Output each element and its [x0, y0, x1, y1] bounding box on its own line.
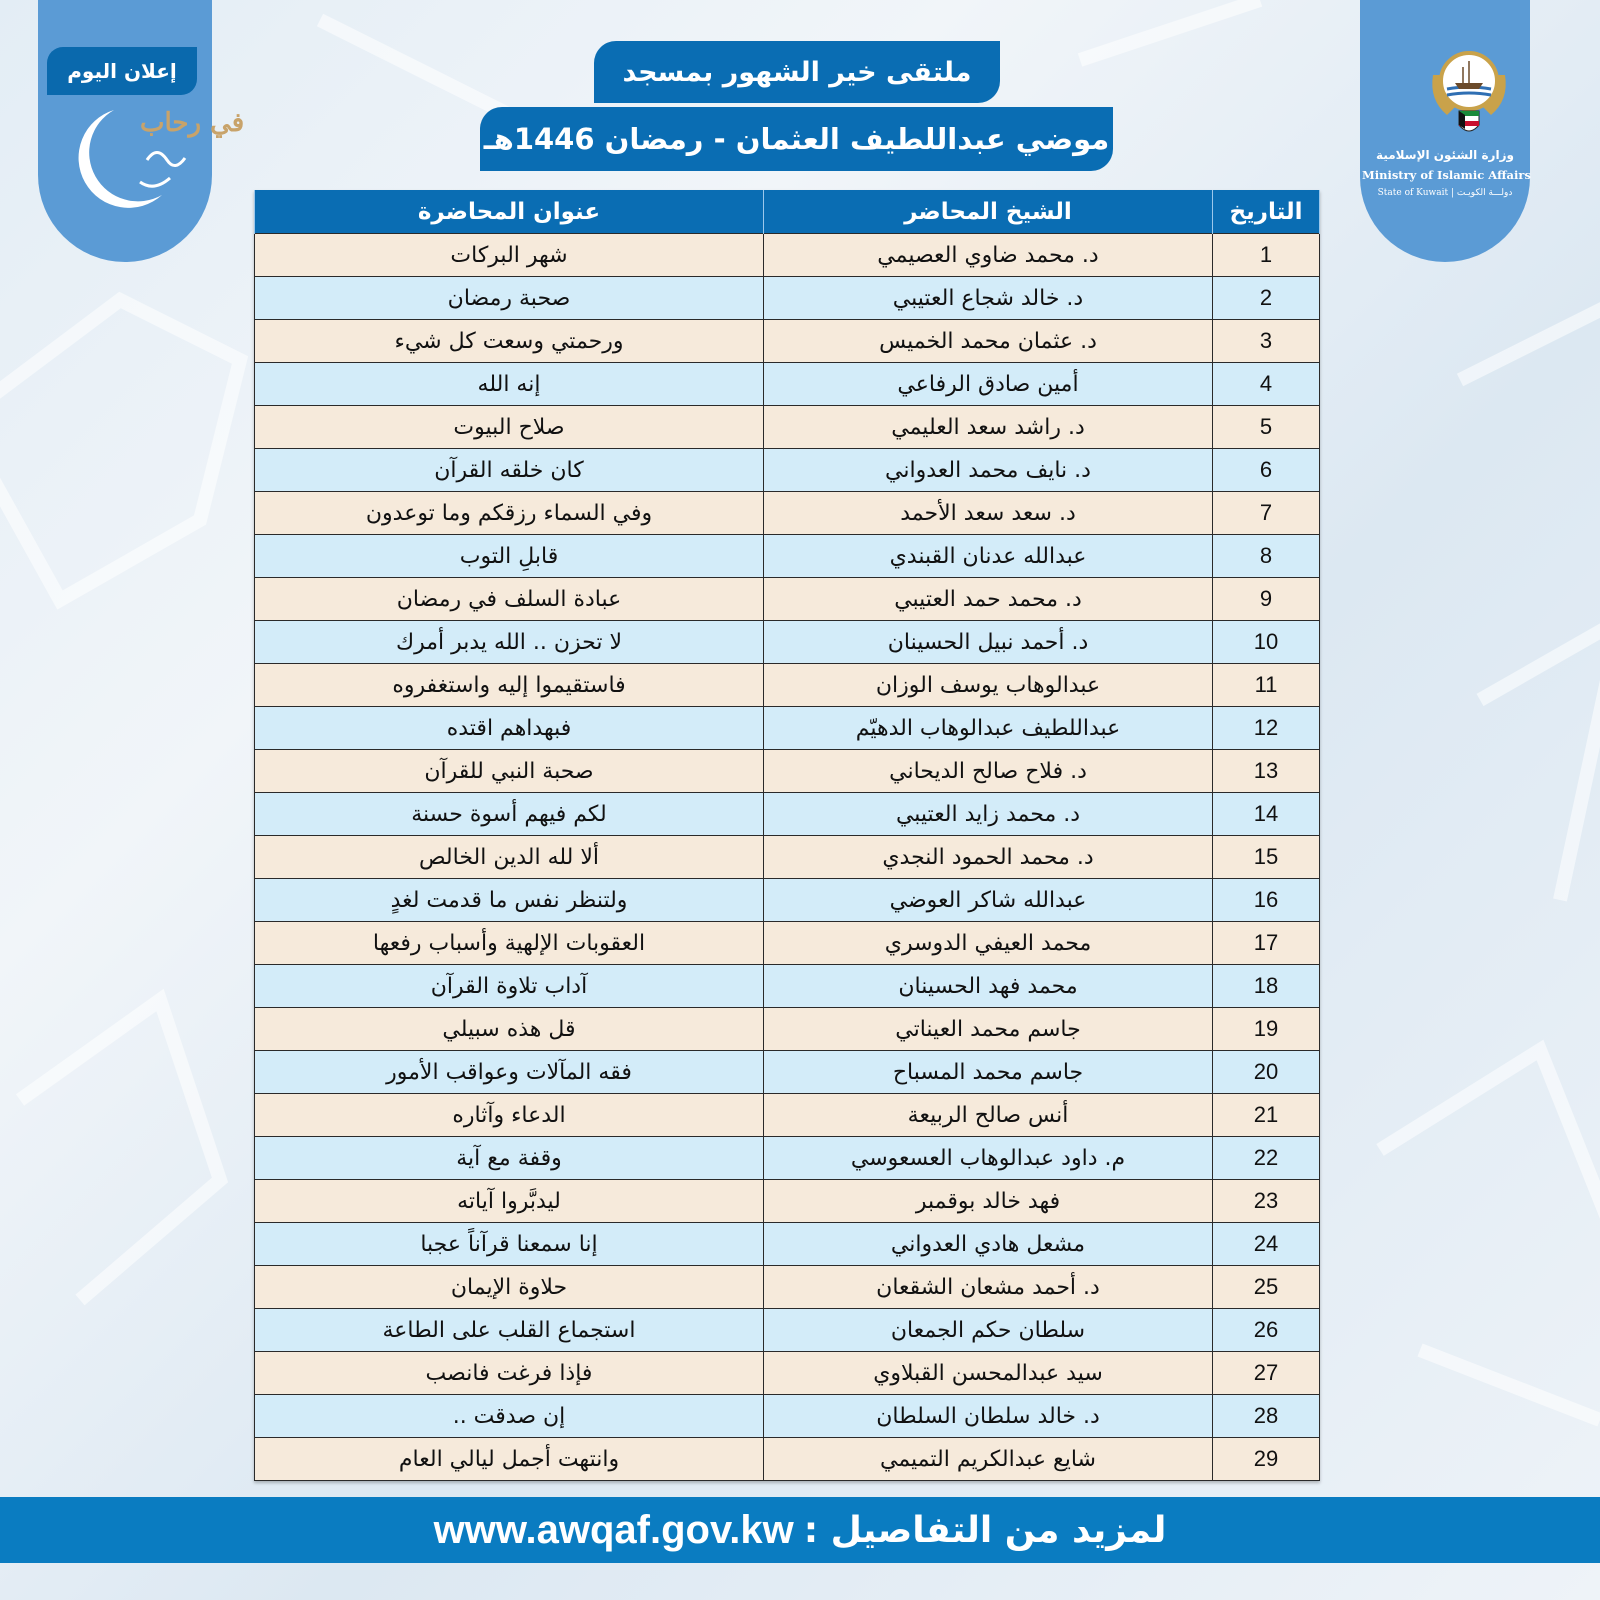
sheikh-cell: د. محمد ضاوي العصيمي: [764, 234, 1213, 277]
date-cell: 8: [1213, 535, 1320, 578]
sheikh-cell: فهد خالد بوقمبر: [764, 1180, 1213, 1223]
lecture-title-cell: الدعاء وآثاره: [255, 1094, 764, 1137]
lecture-title-cell: لا تحزن .. الله يدبر أمرك: [255, 621, 764, 664]
date-cell: 29: [1213, 1438, 1320, 1481]
ministry-name-arabic: وزارة الشئون الإسلامية: [1376, 148, 1514, 162]
table-row: [255, 1309, 1320, 1352]
sheikh-cell: عبدالله شاكر العوضي: [764, 879, 1213, 922]
lecture-title-cell: صحبة النبي للقرآن: [255, 750, 764, 793]
today-announcement-badge: إعلان اليوم: [47, 47, 197, 95]
state-of-kuwait-label: State of Kuwait | دولـــة الكويـت: [1377, 188, 1513, 198]
lecture-title-cell: استجماع القلب على الطاعة: [255, 1309, 764, 1352]
sheikh-cell: مشعل هادي العدواني: [764, 1223, 1213, 1266]
lecture-title-cell: كان خلقه القرآن: [255, 449, 764, 492]
table-row: [255, 664, 1320, 707]
sheikh-cell: د. عثمان محمد الخميس: [764, 320, 1213, 363]
footer-banner: [0, 1497, 1600, 1563]
lecture-title-cell: لكم فيهم أسوة حسنة: [255, 793, 764, 836]
sheikh-cell: أمين صادق الرفاعي: [764, 363, 1213, 406]
table-row: [255, 793, 1320, 836]
table-row: [255, 535, 1320, 578]
date-cell: 18: [1213, 965, 1320, 1008]
sheikh-cell: عبدالوهاب يوسف الوزان: [764, 664, 1213, 707]
ramadan-logo-text: في رحاب: [140, 108, 245, 138]
date-cell: 16: [1213, 879, 1320, 922]
lecture-title-cell: فاستقيموا إليه واستغفروه: [255, 664, 764, 707]
sheikh-cell: د. نايف محمد العدواني: [764, 449, 1213, 492]
table-row: [255, 320, 1320, 363]
table-row: [255, 1352, 1320, 1395]
table-row: [255, 406, 1320, 449]
lecture-title-cell: حلاوة الإيمان: [255, 1266, 764, 1309]
sheikh-cell: د. محمد حمد العتيبي: [764, 578, 1213, 621]
lecture-title-cell: إن صدقت ..: [255, 1395, 764, 1438]
date-cell: 28: [1213, 1395, 1320, 1438]
table-row: [255, 1008, 1320, 1051]
lecture-title-cell: وقفة مع آية: [255, 1137, 764, 1180]
date-cell: 25: [1213, 1266, 1320, 1309]
sheikh-cell: د. محمد الحمود النجدي: [764, 836, 1213, 879]
table-row: [255, 1094, 1320, 1137]
sheikh-cell: د. أحمد مشعان الشقعان: [764, 1266, 1213, 1309]
lecture-title-cell: آداب تلاوة القرآن: [255, 965, 764, 1008]
table-row: [255, 1395, 1320, 1438]
sheikh-cell: د. أحمد نبيل الحسينان: [764, 621, 1213, 664]
table-row: [255, 1438, 1320, 1481]
lecture-title-cell: وانتهت أجمل ليالي العام: [255, 1438, 764, 1481]
table-row: [255, 621, 1320, 664]
date-cell: 1: [1213, 234, 1320, 277]
table-row: [255, 1051, 1320, 1094]
table-row: [255, 1266, 1320, 1309]
lecture-title-cell: إنه الله: [255, 363, 764, 406]
column-header-sheikh: الشيخ المحاضر: [764, 190, 1213, 234]
table-row: [255, 879, 1320, 922]
table-row: [255, 750, 1320, 793]
lecture-title-cell: فإذا فرغت فانصب: [255, 1352, 764, 1395]
sheikh-cell: عبدالله عدنان القبندي: [764, 535, 1213, 578]
sheikh-cell: عبداللطيف عبدالوهاب الدهيّم: [764, 707, 1213, 750]
column-header-date: التاريخ: [1213, 190, 1320, 234]
lecture-title-cell: ألا لله الدين الخالص: [255, 836, 764, 879]
lecture-title-cell: عبادة السلف في رمضان: [255, 578, 764, 621]
date-cell: 12: [1213, 707, 1320, 750]
table-row: [255, 922, 1320, 965]
table-row: [255, 707, 1320, 750]
date-cell: 15: [1213, 836, 1320, 879]
sheikh-cell: سيد عبدالمحسن القبلاوي: [764, 1352, 1213, 1395]
date-cell: 3: [1213, 320, 1320, 363]
lecture-title-cell: فبهداهم اقتده: [255, 707, 764, 750]
table-row: [255, 492, 1320, 535]
lecture-title-cell: فقه المآلات وعواقب الأمور: [255, 1051, 764, 1094]
lecture-title-cell: وفي السماء رزقكم وما توعدون: [255, 492, 764, 535]
lecture-title-cell: شهر البركات: [255, 234, 764, 277]
date-cell: 7: [1213, 492, 1320, 535]
date-cell: 21: [1213, 1094, 1320, 1137]
lecture-schedule-table: [254, 190, 1320, 1481]
table-row: [255, 578, 1320, 621]
lecture-title-cell: ليدبَّروا آياته: [255, 1180, 764, 1223]
lecture-title-cell: قل هذه سبيلي: [255, 1008, 764, 1051]
sheikh-cell: م. داود عبدالوهاب العسعوسي: [764, 1137, 1213, 1180]
sheikh-cell: د. خالد شجاع العتيبي: [764, 277, 1213, 320]
date-cell: 11: [1213, 664, 1320, 707]
table-row: [255, 449, 1320, 492]
page-title-line1: ملتقى خير الشهور بمسجد: [594, 41, 1000, 103]
date-cell: 23: [1213, 1180, 1320, 1223]
table-row: [255, 1180, 1320, 1223]
table-row: [255, 1223, 1320, 1266]
sheikh-cell: جاسم محمد المسباح: [764, 1051, 1213, 1094]
sheikh-cell: د. فلاح صالح الديحاني: [764, 750, 1213, 793]
table-row: [255, 277, 1320, 320]
date-cell: 20: [1213, 1051, 1320, 1094]
date-cell: 10: [1213, 621, 1320, 664]
ministry-name-english: Ministry of Islamic Affairs: [1362, 168, 1531, 182]
column-header-title: عنوان المحاضرة: [255, 190, 764, 234]
table-row: [255, 363, 1320, 406]
sheikh-cell: أنس صالح الربيعة: [764, 1094, 1213, 1137]
date-cell: 4: [1213, 363, 1320, 406]
sheikh-cell: د. محمد زايد العتيبي: [764, 793, 1213, 836]
date-cell: 22: [1213, 1137, 1320, 1180]
date-cell: 6: [1213, 449, 1320, 492]
lecture-title-cell: قابلِ التوب: [255, 535, 764, 578]
sheikh-cell: محمد العيفي الدوسري: [764, 922, 1213, 965]
date-cell: 5: [1213, 406, 1320, 449]
website-link[interactable]: www.awqaf.gov.kw: [433, 1507, 794, 1552]
sheikh-cell: د. سعد سعد الأحمد: [764, 492, 1213, 535]
lecture-title-cell: صلاح البيوت: [255, 406, 764, 449]
sheikh-cell: محمد فهد الحسينان: [764, 965, 1213, 1008]
lecture-title-cell: صحبة رمضان: [255, 277, 764, 320]
date-cell: 19: [1213, 1008, 1320, 1051]
sheikh-cell: جاسم محمد العيناتي: [764, 1008, 1213, 1051]
date-cell: 13: [1213, 750, 1320, 793]
date-cell: 9: [1213, 578, 1320, 621]
date-cell: 17: [1213, 922, 1320, 965]
sheikh-cell: سلطان حكم الجمعان: [764, 1309, 1213, 1352]
table-row: [255, 965, 1320, 1008]
page-title-line2: موضي عبداللطيف العثمان - رمضان 1446هـ: [480, 107, 1113, 171]
lecture-title-cell: ورحمتي وسعت كل شيء: [255, 320, 764, 363]
date-cell: 2: [1213, 277, 1320, 320]
lecture-title-cell: العقوبات الإلهية وأسباب رفعها: [255, 922, 764, 965]
sheikh-cell: شايع عبدالكريم التميمي: [764, 1438, 1213, 1481]
lecture-title-cell: ولتنظر نفس ما قدمت لغدٍ: [255, 879, 764, 922]
date-cell: 26: [1213, 1309, 1320, 1352]
date-cell: 24: [1213, 1223, 1320, 1266]
sheikh-cell: د. خالد سلطان السلطان: [764, 1395, 1213, 1438]
sheikh-cell: د. راشد سعد العليمي: [764, 406, 1213, 449]
table-row: [255, 234, 1320, 277]
table-row: [255, 1137, 1320, 1180]
footer-label: لمزيد من التفاصيل :: [803, 1509, 1167, 1551]
date-cell: 14: [1213, 793, 1320, 836]
table-row: [255, 836, 1320, 879]
table-header-row: [255, 190, 1320, 234]
kuwait-emblem-icon: [1425, 45, 1513, 145]
date-cell: 27: [1213, 1352, 1320, 1395]
lecture-title-cell: إنا سمعنا قرآناً عجبا: [255, 1223, 764, 1266]
